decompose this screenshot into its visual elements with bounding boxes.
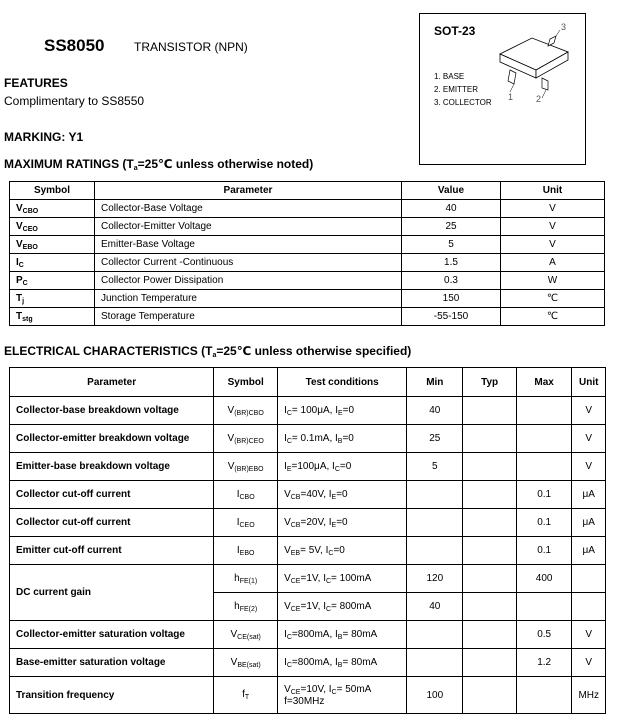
unit-cell: V bbox=[572, 621, 606, 649]
test-condition-cell: $V_{CB}=40V$, $I_E=0$ bbox=[278, 481, 407, 509]
column-header: Min bbox=[407, 368, 463, 397]
table-header-row bbox=[10, 182, 605, 200]
symbol-cell: $T_j$ bbox=[10, 290, 95, 308]
sot23-package-icon bbox=[490, 18, 582, 114]
pin-3-number: 3 bbox=[561, 22, 567, 32]
parameter-cell: Collector-emitter breakdown voltage bbox=[10, 425, 214, 453]
typ-cell bbox=[463, 649, 516, 677]
max-cell: 0.5 bbox=[516, 621, 572, 649]
column-header: Parameter bbox=[95, 182, 402, 200]
parameter-cell: DC current gain bbox=[10, 565, 214, 621]
typ-cell bbox=[463, 397, 516, 425]
symbol-cell: $V_{BE(sat)}$ bbox=[214, 649, 278, 677]
unit-cell: ℃ bbox=[501, 290, 605, 308]
unit-cell: V bbox=[501, 200, 605, 218]
package-title: SOT-23 bbox=[434, 24, 476, 38]
parameter-cell: Emitter cut-off current bbox=[10, 537, 214, 565]
table-row bbox=[10, 425, 606, 453]
min-cell bbox=[407, 537, 463, 565]
unit-cell: μA bbox=[572, 537, 606, 565]
typ-cell bbox=[463, 509, 516, 537]
parameter-cell: Collector Power Dissipation bbox=[95, 272, 402, 290]
table-row bbox=[10, 200, 605, 218]
parameter-cell: Emitter-base breakdown voltage bbox=[10, 453, 214, 481]
parameter-cell: Collector-Base Voltage bbox=[95, 200, 402, 218]
column-header: Symbol bbox=[214, 368, 278, 397]
package-box bbox=[419, 13, 586, 165]
test-condition-cell: $I_C= 0.1mA$, $I_B=0$ bbox=[278, 425, 407, 453]
typ-cell bbox=[463, 537, 516, 565]
test-condition-cell: $I_E=100\mu A$, $I_C=0$ bbox=[278, 453, 407, 481]
max-cell: 1.2 bbox=[516, 649, 572, 677]
table-row bbox=[10, 397, 606, 425]
table-row bbox=[10, 236, 605, 254]
max-cell bbox=[516, 453, 572, 481]
symbol-cell: $V_{(BR)CBO}$ bbox=[214, 397, 278, 425]
typ-cell bbox=[463, 425, 516, 453]
unit-cell: ℃ bbox=[501, 308, 605, 326]
test-condition-cell: $V_{EB}= 5V$, $I_C=0$ bbox=[278, 537, 407, 565]
pin-item: 3. COLLECTOR bbox=[434, 98, 492, 107]
table-row bbox=[10, 308, 605, 326]
table-row bbox=[10, 453, 606, 481]
column-header: Symbol bbox=[10, 182, 95, 200]
parameter-cell: Collector-base breakdown voltage bbox=[10, 397, 214, 425]
table-row bbox=[10, 677, 606, 714]
symbol-cell: $V_{CE(sat)}$ bbox=[214, 621, 278, 649]
column-header: Test conditions bbox=[278, 368, 407, 397]
min-cell: 25 bbox=[407, 425, 463, 453]
symbol-cell: $V_{(BR)CEO}$ bbox=[214, 425, 278, 453]
min-cell: 40 bbox=[407, 397, 463, 425]
test-condition-cell: $I_C=800mA$, $I_B= 80mA$ bbox=[278, 621, 407, 649]
symbol-cell: $h_{FE(2)}$ bbox=[214, 593, 278, 621]
electrical-characteristics-table bbox=[9, 367, 606, 714]
unit-cell: V bbox=[572, 397, 606, 425]
min-cell: 5 bbox=[407, 453, 463, 481]
features-heading: FEATURES bbox=[4, 76, 68, 90]
table-row bbox=[10, 509, 606, 537]
unit-cell: V bbox=[572, 453, 606, 481]
value-cell: 1.5 bbox=[402, 254, 501, 272]
min-cell bbox=[407, 649, 463, 677]
max-cell: 0.1 bbox=[516, 509, 572, 537]
max-cell bbox=[516, 593, 572, 621]
parameter-cell: Collector Current -Continuous bbox=[95, 254, 402, 272]
test-condition-cell: $V_{CB}=20V$, $I_E=0$ bbox=[278, 509, 407, 537]
max-cell bbox=[516, 397, 572, 425]
table-row bbox=[10, 481, 606, 509]
max-cell: 0.1 bbox=[516, 481, 572, 509]
unit-cell: V bbox=[501, 236, 605, 254]
min-cell: 100 bbox=[407, 677, 463, 714]
symbol-cell: $V_{EBO}$ bbox=[10, 236, 95, 254]
parameter-cell: Collector-emitter saturation voltage bbox=[10, 621, 214, 649]
symbol-cell: $f_T$ bbox=[214, 677, 278, 714]
table-row bbox=[10, 290, 605, 308]
table-header-row bbox=[10, 368, 606, 397]
table-row bbox=[10, 272, 605, 290]
value-cell: -55-150 bbox=[402, 308, 501, 326]
value-cell: 40 bbox=[402, 200, 501, 218]
symbol-cell: $V_{CBO}$ bbox=[10, 200, 95, 218]
symbol-cell: $h_{FE(1)}$ bbox=[214, 565, 278, 593]
max-cell bbox=[516, 677, 572, 714]
symbol-cell: $I_{CEO}$ bbox=[214, 509, 278, 537]
max-ratings-heading: MAXIMUM RATINGS ($T_a=25℃$ unless otherwise noted) bbox=[4, 157, 314, 172]
unit-cell bbox=[572, 593, 606, 621]
table-row bbox=[10, 565, 606, 593]
test-condition-cell: $V_{CE}=10V$, $I_C= 50mA$ f=30MHz bbox=[278, 677, 407, 714]
pin-item: 1. BASE bbox=[434, 72, 465, 81]
value-cell: 5 bbox=[402, 236, 501, 254]
max-cell: 0.1 bbox=[516, 537, 572, 565]
pin-list bbox=[434, 70, 492, 109]
parameter-cell: Collector cut-off current bbox=[10, 481, 214, 509]
column-header: Typ bbox=[463, 368, 516, 397]
unit-cell: μA bbox=[572, 481, 606, 509]
typ-cell bbox=[463, 621, 516, 649]
pin-2-number: 2 bbox=[536, 94, 542, 104]
unit-cell: V bbox=[572, 649, 606, 677]
test-condition-cell: $V_{CE}=1V$, $I_C= 100mA$ bbox=[278, 565, 407, 593]
part-type: TRANSISTOR (NPN) bbox=[134, 40, 248, 54]
pin-1-number: 1 bbox=[508, 92, 514, 102]
min-cell: 40 bbox=[407, 593, 463, 621]
max-cell bbox=[516, 425, 572, 453]
max-cell: 400 bbox=[516, 565, 572, 593]
table-row bbox=[10, 537, 606, 565]
features-text: Complimentary to SS8550 bbox=[4, 94, 145, 108]
value-cell: 25 bbox=[402, 218, 501, 236]
unit-cell bbox=[572, 565, 606, 593]
symbol-cell: $P_C$ bbox=[10, 272, 95, 290]
symbol-cell: $V_{(BR)EBO}$ bbox=[214, 453, 278, 481]
symbol-cell: $I_C$ bbox=[10, 254, 95, 272]
value-cell: 150 bbox=[402, 290, 501, 308]
electrical-heading: ELECTRICAL CHARACTERISTICS ($T_a=25℃$ unless otherwise specified) bbox=[4, 344, 412, 359]
unit-cell: V bbox=[572, 425, 606, 453]
parameter-cell: Collector cut-off current bbox=[10, 509, 214, 537]
unit-cell: A bbox=[501, 254, 605, 272]
column-header: Unit bbox=[501, 182, 605, 200]
min-cell bbox=[407, 481, 463, 509]
test-condition-cell: $I_C= 100\mu A$, $I_E=0$ bbox=[278, 397, 407, 425]
column-header: Unit bbox=[572, 368, 606, 397]
symbol-cell: $T_{stg}$ bbox=[10, 308, 95, 326]
test-condition-cell: $V_{CE}=1V$, $I_C= 800mA$ bbox=[278, 593, 407, 621]
parameter-cell: Transition frequency bbox=[10, 677, 214, 714]
table-row bbox=[10, 621, 606, 649]
unit-cell: μA bbox=[572, 509, 606, 537]
value-cell: 0.3 bbox=[402, 272, 501, 290]
parameter-cell: Base-emitter saturation voltage bbox=[10, 649, 214, 677]
unit-cell: W bbox=[501, 272, 605, 290]
marking-label: MARKING: Y1 bbox=[4, 130, 84, 144]
unit-cell: MHz bbox=[572, 677, 606, 714]
parameter-cell: Storage Temperature bbox=[95, 308, 402, 326]
column-header: Value bbox=[402, 182, 501, 200]
table-row bbox=[10, 254, 605, 272]
min-cell bbox=[407, 621, 463, 649]
typ-cell bbox=[463, 677, 516, 714]
table-row bbox=[10, 218, 605, 236]
symbol-cell: $I_{EBO}$ bbox=[214, 537, 278, 565]
typ-cell bbox=[463, 481, 516, 509]
unit-cell: V bbox=[501, 218, 605, 236]
test-condition-cell: $I_C=800mA$, $I_B= 80mA$ bbox=[278, 649, 407, 677]
column-header: Max bbox=[516, 368, 572, 397]
symbol-cell: $I_{CBO}$ bbox=[214, 481, 278, 509]
column-header: Parameter bbox=[10, 368, 214, 397]
parameter-cell: Collector-Emitter Voltage bbox=[95, 218, 402, 236]
typ-cell bbox=[463, 565, 516, 593]
part-number: SS8050 bbox=[44, 36, 105, 55]
max-ratings-table bbox=[9, 181, 605, 326]
pin-item: 2. EMITTER bbox=[434, 85, 479, 94]
symbol-cell: $V_{CEO}$ bbox=[10, 218, 95, 236]
typ-cell bbox=[463, 453, 516, 481]
typ-cell bbox=[463, 593, 516, 621]
min-cell: 120 bbox=[407, 565, 463, 593]
table-row bbox=[10, 649, 606, 677]
parameter-cell: Emitter-Base Voltage bbox=[95, 236, 402, 254]
parameter-cell: Junction Temperature bbox=[95, 290, 402, 308]
min-cell bbox=[407, 509, 463, 537]
